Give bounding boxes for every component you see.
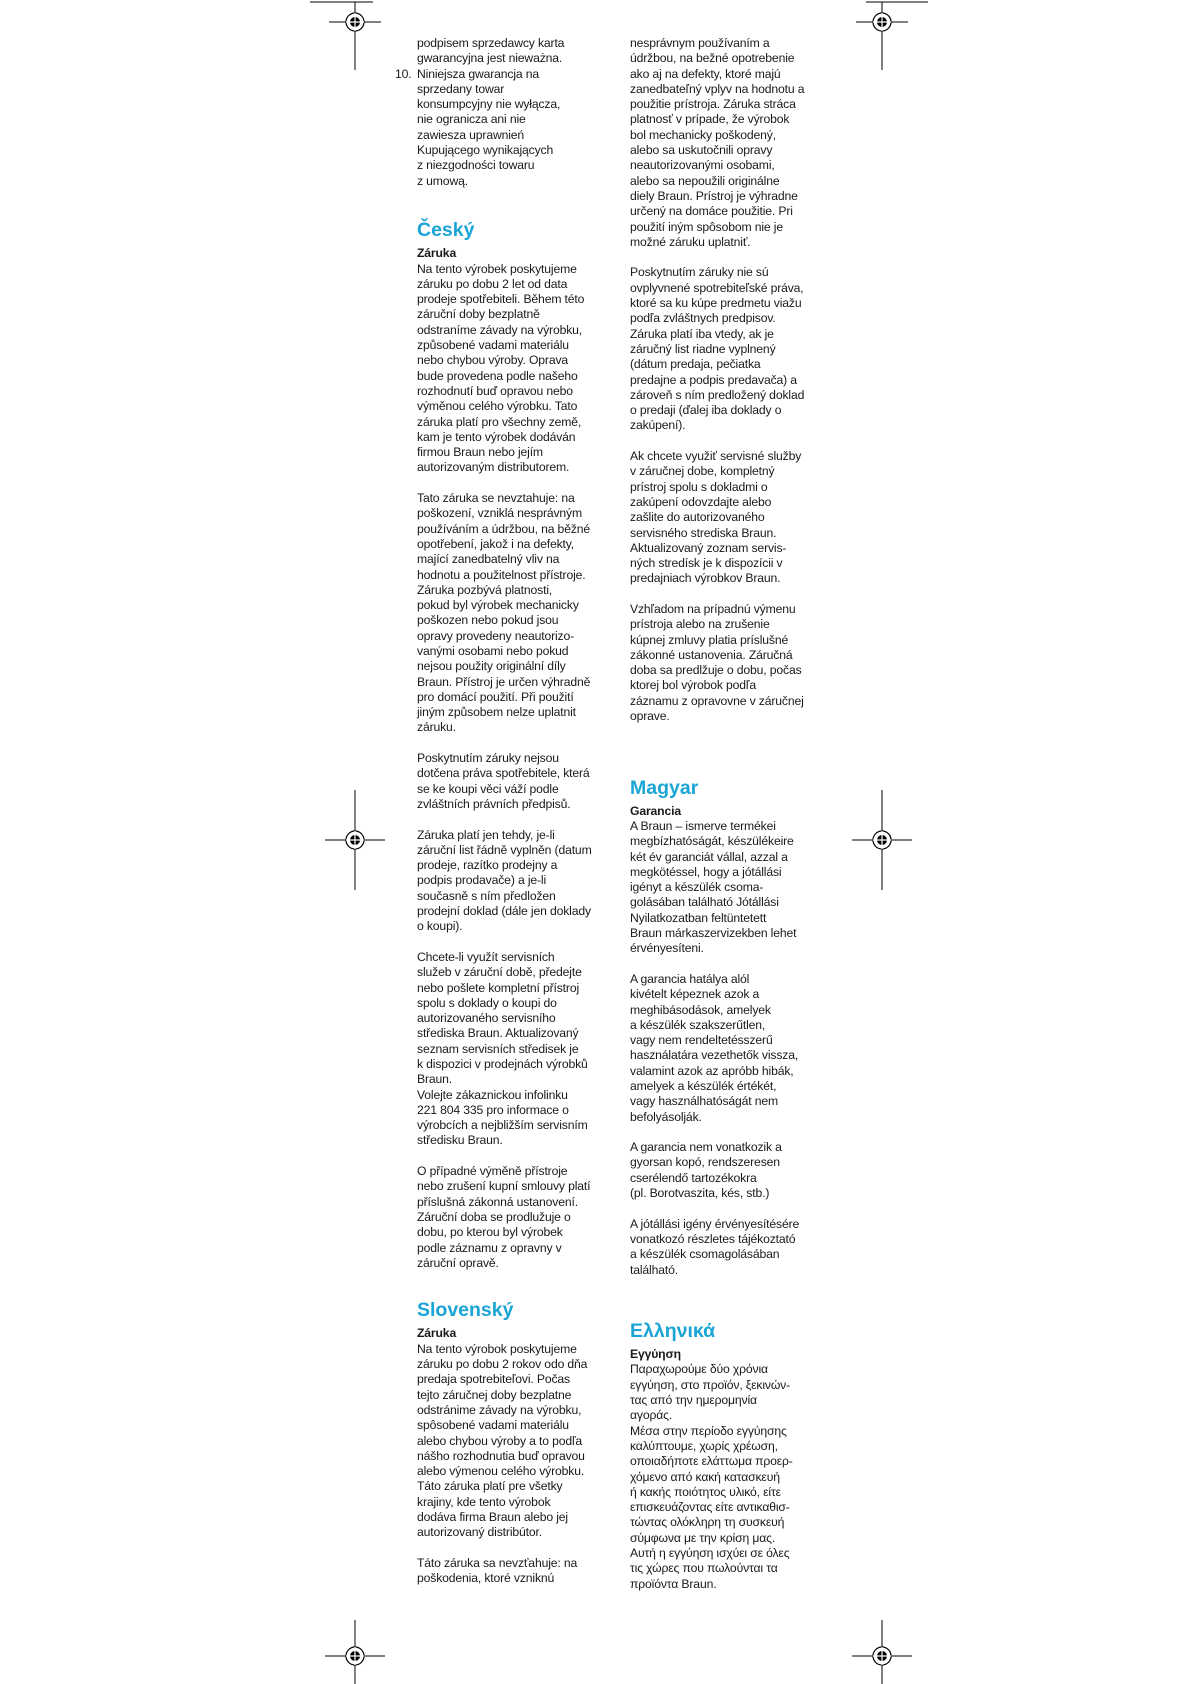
paragraph: Chcete-li využít servisních služeb v záruční době, předejte nebo pošlete kompletní přístroj spolu s doklady o koupi do autorizovaného servisního střediska Braun. Aktualizovaný seznam servisních středisek je k dispozici v prodejnách výrobků Braun.	[417, 949, 588, 1087]
section-title-magyar: Magyar	[630, 776, 699, 799]
registration-mark-mid-right	[852, 831, 912, 849]
section-subtitle-zaruka: Záruka	[417, 246, 457, 261]
paragraph: Záruka platí jen tehdy, je-li záruční list řádně vyplněn (datum prodeje, razítko prodejny a podpis prodavače) a je-li současně s ním předložen prodejní doklad (dále jen doklady o koupi).	[417, 827, 592, 934]
registration-mark-top-right	[856, 2, 908, 48]
paragraph: Παραχωρούμε δύο χρόνια εγγύηση, στο προϊόν, ξεκινών- τας από την ημερομηνία αγοράς.	[630, 1362, 791, 1423]
polish-warranty-continuation: podpisem sprzedawcy karta gwarancyjna jest nieważna.	[417, 36, 565, 66]
right-column	[630, 36, 830, 1592]
paragraph: Tato záruka se nevztahuje: na poškození, vzniklá nesprávným používáním a údržbou, na běžné opotřebení, jakož i na defekty, mající zanedbatelný vliv na hodnotu a použitelnost přístroje. Záruka pozbývá platnosti, pokud byl výrobek mechanicky poškozen nebo pokud jsou opravy provedeny neautorizo- vanými osobami nebo pokud nejsou použity originální díly Braun. Přístroj je určen výhradně pro domácí použití. Při použití jiným způsobem nelze uplatnit záruku.	[417, 491, 591, 735]
paragraph: Μέσα στην περίοδο εγγύησης καλύπτουμε, χωρίς χρέωση, οποιαδήποτε ελάττωμα προερ- χόμενο από κακή κατασκευή ή κακής ποιότητος υλικό, είτε επισκευάζοντας είτε αντικαθισ- τώντας ολόκληρη τη συσκευή σύμφωνα με την κρίση μας. Αυτή η εγγύηση ισχύει σε όλες τις χώρες που πωλούνται τα προϊόντα Braun.	[630, 1423, 793, 1591]
registration-mark-bottom-right	[852, 1647, 912, 1665]
paragraph: O případné výměně přístroje nebo zrušení kupní smlouvy platí příslušná zákonná ustanovení. Záruční doba se prodlužuje o dobu, po kterou byl výrobek podle záznamu z opravny v záruční opravě.	[417, 1164, 591, 1270]
paragraph: Poskytnutím záruky nejsou dotčena práva spotřebitele, která se ke koupi věci váží podle zvláštních právních předpisů.	[417, 751, 590, 811]
paragraph: Na tento výrobok poskytujeme záruku po dobu 2 rokov odo dňa predaja spotrebiteľovi. Počas tejto záručnej doby bezplatne odstránime závady na výrobku, spôsobené vadami materiálu alebo chybou výroby a to podľa nášho rozhodnutia buď opravou alebo výmenou celého výrobku. Táto záruka platí pre všetky krajiny, kde tento výrobok dodáva firma Braun alebo jej autorizovaný distribútor.	[417, 1341, 588, 1540]
section-title-slovensky: Slovenský	[417, 1299, 514, 1322]
polish-warranty-item-10	[395, 66, 617, 189]
paragraph: nesprávnym používaním a údržbou, na bežné opotrebenie ako aj na defekty, ktoré majú zanedbateľný vplyv na hodnotu a použitie prístroja. Záruka stráca platnosť v prípade, že výrobok bol mechanicky poškodený, alebo sa uskutočnili opravy neautorizovanými osobami, alebo sa nepoužili originálne diely Braun. Prístroj je výhradne určený na domáce použitie. Pri použití iným spôsobom nie je možné záruku uplatniť.	[630, 36, 805, 249]
registration-mark-bottom-left	[325, 1647, 385, 1665]
paragraph: A Braun – ismerve termékei megbízhatóságát, készülékeire két év garanciát vállal, azzal a megkötéssel, hogy a jótállási igényt a készülék csoma- golásában található Jótállási Nyilatkozatban feltüntetett Braun márkaszervizekben lehet érvényesíteni.	[630, 818, 797, 956]
paragraph: A garancia nem vonatkozik a gyorsan kopó, rendszeresen cserélendő tartozékokra (pl. Borotvaszita, kés, stb.)	[630, 1140, 782, 1201]
item-text: Niniejsza gwarancja na sprzedany towar konsumpcyjny nie wyłącza, nie ogranicza ani nie zawiesza uprawnień Kupującego wynikających z niezgodności towaru z umową.	[417, 66, 561, 188]
left-column	[395, 36, 617, 1587]
section-slovensky	[417, 1298, 617, 1586]
section-slovensky-continuation	[630, 36, 830, 724]
item-number: 10.	[395, 66, 412, 81]
section-subtitle-engyisi: Εγγύηση	[630, 1347, 681, 1362]
section-title-ellinika: Ελληνικά	[630, 1320, 716, 1343]
paragraph: Táto záruka sa nevzťahuje: na poškodenia, ktoré vzniknú	[417, 1555, 578, 1586]
paragraph: A garancia hatálya alól kivételt képeznek azok a meghibásodások, amelyek a készülék szakszerűtlen, vagy nem rendeltetésszerű használatára vezethetők vissza, valamint azok az apróbb hibák, amelyek a készülék értékét, vagy használhatóságát nem befolyásolják.	[630, 971, 799, 1124]
section-ellinika	[630, 1319, 830, 1592]
paragraph: Vzhľadom na prípadnú výmenu prístroja alebo na zrušenie kúpnej zmluvy platia príslušné zákonné ustanovenia. Záručná doba sa predlžuje o dobu, počas ktorej bol výrobok podľa záznamu z opravovne v záručnej oprave.	[630, 601, 804, 724]
paragraph: Volejte zákaznickou infolinku 221 804 335 pro informace o výrobcích a nejbližším servisním středisku Braun.	[417, 1087, 588, 1148]
paragraph: Ak chcete využiť servisné služby v záručnej dobe, kompletný prístroj spolu s dokladmi o zakúpení odovzdajte alebo zašlite do autorizovaného servisného strediska Braun. Aktualizovaný zoznam servis- ných stredísk je k dispozícii v predajniach výrobkov Braun.	[630, 449, 802, 586]
paragraph: A jótállási igény érvényesítésére vonatkozó részletes tájékoztató a készülék csomagolásában található.	[630, 1216, 800, 1277]
section-subtitle-zaruka: Záruka	[417, 1326, 457, 1341]
paragraph: Poskytnutím záruky nie sú ovplyvnené spotrebiteľské práva, ktoré sa ku kúpe predmetu viažu podľa zvláštnych predpisov. Záruka platí iba vtedy, ak je záručný list riadne vyplnený (dátum predaja, pečiatka predajne a podpis predavača) a zároveň s ním predložený doklad o predaji (ďalej iba doklady o zakúpení).	[630, 265, 805, 433]
section-cesky	[417, 218, 617, 1271]
paragraph: Na tento výrobek poskytujeme záruku po dobu 2 let od data prodeje spotřebiteli. Během této záruční doby bezplatně odstraníme závady na výrobku, způsobené vadami materiálu nebo chybou výroby. Oprava bude provedena podle našeho rozhodnutí buď opravou nebo výměnou celého výrobku. Tato záruka platí pro všechny země, kam je tento výrobek dodáván firmou Braun nebo jejím autorizovaným distributorem.	[417, 261, 585, 475]
registration-mark-mid-left	[325, 831, 385, 849]
section-title-cesky: Český	[417, 219, 475, 242]
registration-mark-top-left	[329, 2, 381, 48]
section-subtitle-garancia: Garancia	[630, 803, 681, 818]
section-magyar	[630, 776, 830, 1278]
